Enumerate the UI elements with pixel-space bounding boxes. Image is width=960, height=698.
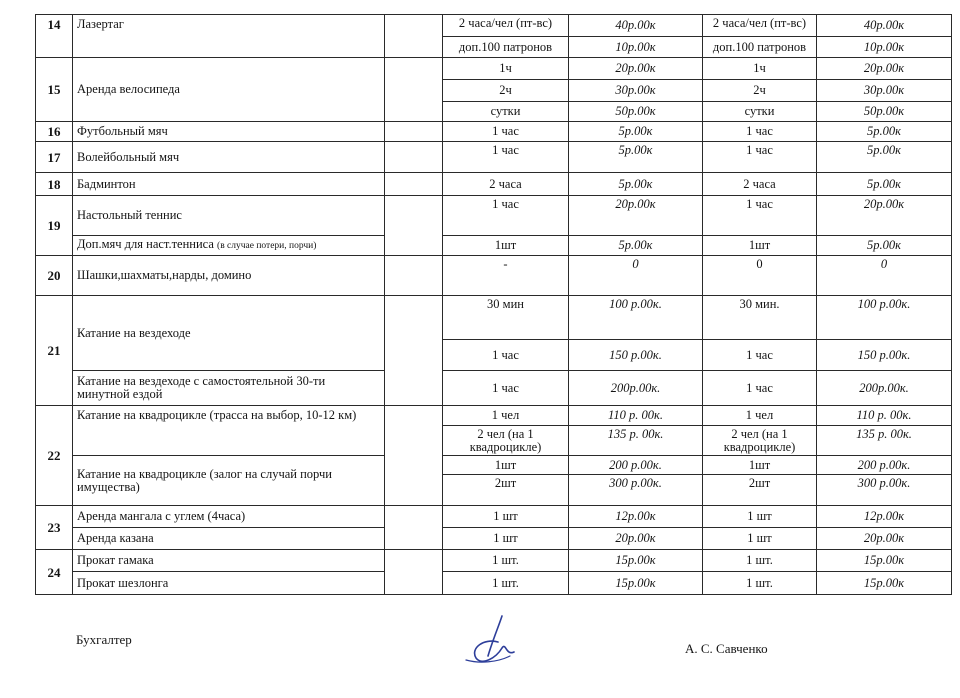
- price-cell: 0: [817, 256, 952, 296]
- table-row: [36, 572, 952, 595]
- empty-cell: [385, 296, 443, 406]
- row-number: 23: [36, 506, 73, 550]
- price-cell: 110 р. 00к.: [569, 406, 703, 426]
- unit-cell: 2 часа/чел (пт-вс): [443, 15, 569, 37]
- accountant-label: Бухгалтер: [76, 632, 132, 647]
- price-cell: 5р.00к: [817, 122, 952, 142]
- table-row: [36, 173, 952, 196]
- empty-cell: [385, 256, 443, 296]
- unit-cell: 1 час: [443, 142, 569, 173]
- unit-cell: 1шт: [703, 456, 817, 475]
- row-number: 21: [36, 296, 73, 406]
- price-cell: 20р.00к: [817, 528, 952, 550]
- table-row: [36, 550, 952, 572]
- service-name-main: Доп.мяч для наст.тенниса: [77, 237, 214, 251]
- service-name: Лазертаг: [73, 15, 385, 58]
- unit-cell: 1ч: [703, 58, 817, 80]
- price-table: [35, 14, 952, 595]
- unit-cell: 1 шт: [703, 528, 817, 550]
- price-cell: 40р.00к: [569, 15, 703, 37]
- unit-cell: 1 шт.: [703, 550, 817, 572]
- unit-cell: 2 чел (на 1 квадроцикле): [703, 426, 817, 456]
- price-cell: 30р.00к: [817, 80, 952, 102]
- row-number: 24: [36, 550, 73, 595]
- empty-cell: [385, 58, 443, 122]
- table-row: [36, 256, 952, 296]
- price-cell: 100 р.00к.: [569, 296, 703, 340]
- empty-cell: [385, 173, 443, 196]
- price-cell: 100 р.00к.: [817, 296, 952, 340]
- price-cell: 5р.00к: [569, 236, 703, 256]
- price-cell: 135 р. 00к.: [569, 426, 703, 456]
- unit-cell: 1шт: [703, 236, 817, 256]
- row-number: 20: [36, 256, 73, 296]
- price-cell: 20р.00к: [569, 528, 703, 550]
- empty-cell: [385, 506, 443, 550]
- price-cell: 300 р.00к.: [569, 475, 703, 506]
- price-cell: 15р.00к: [817, 550, 952, 572]
- unit-cell: 30 мин.: [703, 296, 817, 340]
- unit-cell: 1 чел: [443, 406, 569, 426]
- price-cell: 200р.00к.: [569, 371, 703, 406]
- unit-cell: 2 часа: [703, 173, 817, 196]
- price-cell: 200 р.00к.: [817, 456, 952, 475]
- unit-cell: 2шт: [703, 475, 817, 506]
- service-name: Прокат гамака: [73, 550, 385, 572]
- unit-cell: сутки: [703, 102, 817, 122]
- empty-cell: [385, 15, 443, 58]
- unit-cell: доп.100 патронов: [443, 37, 569, 58]
- unit-cell: 1 час: [443, 371, 569, 406]
- table-row: [36, 236, 952, 256]
- empty-cell: [385, 142, 443, 173]
- unit-cell: 2шт: [443, 475, 569, 506]
- service-name: Волейбольный мяч: [73, 142, 385, 173]
- table-row: [36, 296, 952, 340]
- empty-cell: [385, 406, 443, 506]
- unit-cell: 1ч: [443, 58, 569, 80]
- service-name: Катание на вездеходе: [73, 296, 385, 371]
- unit-cell: 1 час: [703, 122, 817, 142]
- price-cell: 200р.00к.: [817, 371, 952, 406]
- empty-cell: [385, 122, 443, 142]
- price-cell: 30р.00к: [569, 80, 703, 102]
- unit-cell: 2 часа: [443, 173, 569, 196]
- price-cell: 20р.00к: [569, 196, 703, 236]
- table-row: [36, 15, 952, 37]
- price-cell: 20р.00к: [817, 58, 952, 80]
- unit-cell: 2ч: [443, 80, 569, 102]
- price-cell: 15р.00к: [569, 550, 703, 572]
- price-cell: 20р.00к: [817, 196, 952, 236]
- unit-cell: 1 чел: [703, 406, 817, 426]
- table-row: [36, 196, 952, 236]
- service-name: Бадминтон: [73, 173, 385, 196]
- unit-cell: 2 чел (на 1 квадроцикле): [443, 426, 569, 456]
- unit-cell: 1 час: [703, 371, 817, 406]
- service-name-note: (в случае потери, порчи): [217, 241, 317, 251]
- unit-cell: 30 мин: [443, 296, 569, 340]
- price-cell: 50р.00к: [817, 102, 952, 122]
- table-row: [36, 406, 952, 426]
- unit-cell: 1 час: [703, 340, 817, 371]
- price-cell: 10р.00к: [569, 37, 703, 58]
- unit-cell: -: [443, 256, 569, 296]
- price-cell: 15р.00к: [569, 572, 703, 595]
- empty-cell: [385, 196, 443, 256]
- unit-cell: 1 шт: [443, 528, 569, 550]
- unit-cell: 1 час: [443, 340, 569, 371]
- unit-cell: 1 час: [703, 196, 817, 236]
- row-number: 22: [36, 406, 73, 506]
- accountant-name: А. С. Савченко: [685, 641, 768, 656]
- unit-cell: 2ч: [703, 80, 817, 102]
- signature-mark: [462, 612, 528, 668]
- service-name: Шашки,шахматы,нарды, домино: [73, 256, 385, 296]
- row-number: 16: [36, 122, 73, 142]
- unit-cell: 1 час: [703, 142, 817, 173]
- service-name: Катание на квадроцикле (залог на случай порчи имущества): [73, 456, 385, 506]
- row-number: 15: [36, 58, 73, 122]
- unit-cell: 1шт: [443, 456, 569, 475]
- table-row: [36, 506, 952, 528]
- price-cell: 12р.00к: [817, 506, 952, 528]
- price-cell: 0: [569, 256, 703, 296]
- unit-cell: 2 часа/чел (пт-вс): [703, 15, 817, 37]
- price-cell: 150 р.00к.: [817, 340, 952, 371]
- price-cell: 150 р.00к.: [569, 340, 703, 371]
- row-number: 18: [36, 173, 73, 196]
- price-cell: 10р.00к: [817, 37, 952, 58]
- unit-cell: 1 шт: [443, 506, 569, 528]
- service-name: Катание на квадроцикле (трасса на выбор, 10-12 км): [73, 406, 385, 456]
- empty-cell: [385, 550, 443, 595]
- table-row: [36, 58, 952, 80]
- price-cell: 200 р.00к.: [569, 456, 703, 475]
- service-name: Катание на вездеходе с самостоятельной 30-ти минутной ездой: [73, 371, 385, 406]
- price-cell: 5р.00к: [569, 122, 703, 142]
- price-cell: 5р.00к: [569, 142, 703, 173]
- unit-cell: 0: [703, 256, 817, 296]
- price-cell: 20р.00к: [569, 58, 703, 80]
- unit-cell: доп.100 патронов: [703, 37, 817, 58]
- service-name: Настольный теннис: [73, 196, 385, 236]
- unit-cell: 1шт: [443, 236, 569, 256]
- unit-cell: 1 шт.: [703, 572, 817, 595]
- table-row: [36, 456, 952, 475]
- unit-cell: 1 час: [443, 122, 569, 142]
- price-cell: 110 р. 00к.: [817, 406, 952, 426]
- price-cell: 12р.00к: [569, 506, 703, 528]
- row-number: 19: [36, 196, 73, 256]
- service-name: Футбольный мяч: [73, 122, 385, 142]
- price-cell: 5р.00к: [817, 142, 952, 173]
- table-row: [36, 142, 952, 173]
- price-cell: 40р.00к: [817, 15, 952, 37]
- price-cell: 135 р. 00к.: [817, 426, 952, 456]
- price-cell: 5р.00к: [817, 173, 952, 196]
- price-cell: 5р.00к: [569, 173, 703, 196]
- unit-cell: 1 шт.: [443, 572, 569, 595]
- table-row: [36, 122, 952, 142]
- unit-cell: 1 шт: [703, 506, 817, 528]
- price-cell: 15р.00к: [817, 572, 952, 595]
- service-name: Аренда мангала с углем (4часа): [73, 506, 385, 528]
- row-number: 14: [36, 15, 73, 58]
- service-name: Аренда казана: [73, 528, 385, 550]
- row-number: 17: [36, 142, 73, 173]
- service-name: Аренда велосипеда: [73, 58, 385, 122]
- table-row: [36, 528, 952, 550]
- service-name: [73, 236, 385, 256]
- table-row: [36, 371, 952, 406]
- unit-cell: сутки: [443, 102, 569, 122]
- price-cell: 50р.00к: [569, 102, 703, 122]
- price-cell: 300 р.00к.: [817, 475, 952, 506]
- service-name: Прокат шезлонга: [73, 572, 385, 595]
- unit-cell: 1 час: [443, 196, 569, 236]
- price-cell: 5р.00к: [817, 236, 952, 256]
- unit-cell: 1 шт.: [443, 550, 569, 572]
